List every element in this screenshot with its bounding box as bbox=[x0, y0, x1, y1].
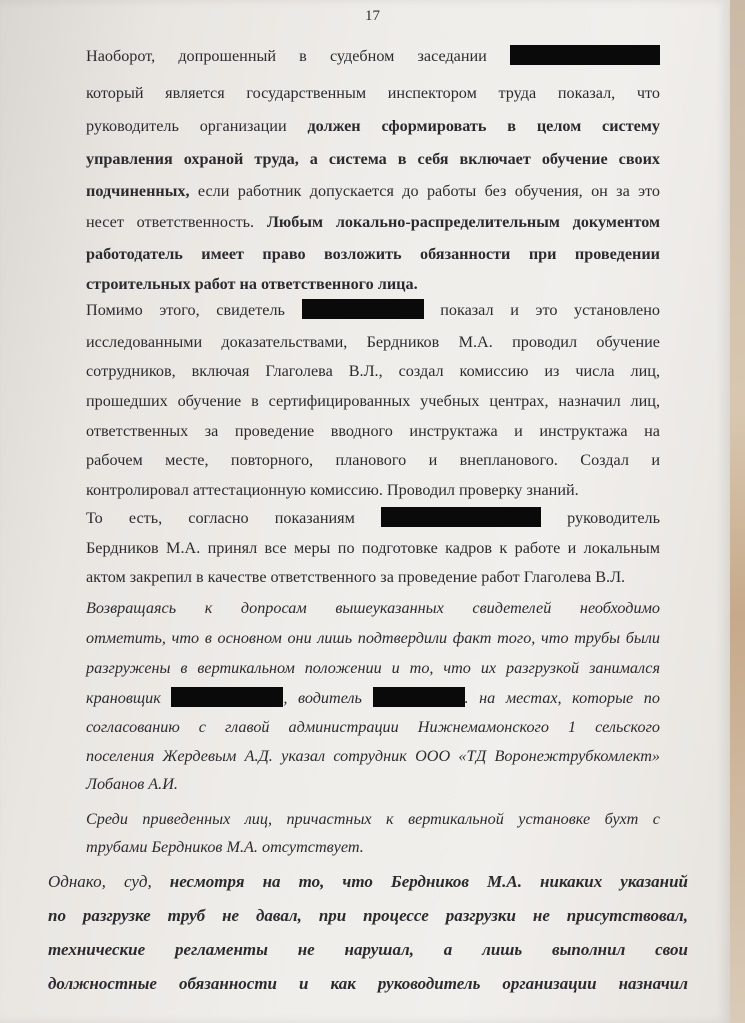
text-span: Бердников М.А. принял все меры по подготовке кадров к работе и локальным bbox=[86, 539, 660, 557]
text-span: контролировал аттестационную комиссию. Проводил проверку знаний. bbox=[86, 481, 579, 499]
italic-text: поселения Жердевым А.Д. указал сотрудник ООО «ТД Воронежтрубкомлект» bbox=[86, 747, 660, 765]
text-span: показал и это установлено bbox=[423, 301, 660, 319]
italic-text: , водитель bbox=[283, 689, 373, 707]
text-span: руководитель организации bbox=[86, 117, 308, 135]
text-span: То есть, согласно показаниям bbox=[86, 509, 381, 527]
italic-text: отметить, что в основном они лишь подтвердили факт того, что трубы были bbox=[86, 629, 660, 647]
text-line bbox=[86, 112, 660, 140]
text-line bbox=[86, 594, 660, 622]
text-span: несет ответственность. bbox=[86, 213, 267, 231]
bold-text: должен сформировать в целом систему bbox=[307, 117, 660, 135]
text-line bbox=[86, 42, 660, 70]
bold-italic-text: по разгрузке труб не давал, при процессе разгрузки не присутствовал, bbox=[48, 906, 688, 925]
background-edge bbox=[730, 0, 745, 1023]
page-number: 17 bbox=[365, 8, 380, 24]
bold-text: подчиненных, bbox=[86, 182, 190, 200]
text-line bbox=[86, 387, 660, 415]
bold-text: строительных работ на ответственного лица. bbox=[86, 275, 418, 293]
text-line bbox=[86, 328, 660, 356]
text-line bbox=[86, 770, 660, 798]
text-line bbox=[86, 504, 660, 532]
text-line bbox=[86, 624, 660, 652]
text-line bbox=[86, 270, 660, 298]
text-span: прошедших обучение в сертифицированных учебных центрах, назначил лиц, bbox=[86, 392, 660, 410]
text-span: исследованными доказательствами, Бердников М.А. проводил обучение bbox=[86, 333, 660, 351]
text-line bbox=[86, 240, 660, 268]
italic-text: Среди приведенных лиц, причастных к вертикальной установке бухт с bbox=[86, 810, 660, 828]
redaction-box bbox=[373, 687, 465, 707]
text-line bbox=[48, 902, 688, 930]
italic-text: разгружены в вертикальном положении и то, что их разгрузкой занимался bbox=[86, 659, 660, 677]
bold-italic-text: несмотря на то, что Бердников М.А. никаких указаний bbox=[169, 872, 688, 891]
text-line bbox=[86, 446, 660, 474]
italic-text: Возвращаясь к допросам вышеуказанных свидетелей необходимо bbox=[86, 599, 660, 617]
text-line bbox=[86, 805, 660, 833]
italic-text: трубами Бердников М.А. отсутствует. bbox=[86, 838, 364, 856]
text-line bbox=[48, 936, 688, 964]
bold-text: Любым локально-распределительным документом bbox=[266, 213, 660, 231]
text-line bbox=[86, 563, 660, 591]
redaction-box bbox=[171, 687, 283, 707]
text-line bbox=[86, 177, 660, 205]
text-line bbox=[86, 79, 660, 107]
bold-italic-text: должностные обязанности и как руководитель организации назначил bbox=[48, 974, 688, 993]
text-line bbox=[86, 417, 660, 445]
text-line bbox=[86, 833, 660, 861]
text-line bbox=[86, 145, 660, 173]
text-line bbox=[86, 742, 660, 770]
text-span: если работник допускается до работы без обучения, он за это bbox=[189, 182, 660, 200]
text-line bbox=[48, 868, 688, 896]
italic-text: согласованию с главой администрации Нижнемамонского 1 сельского bbox=[86, 718, 660, 736]
text-span: руководитель bbox=[540, 509, 660, 527]
text-span: который является государственным инспектором труда показал, что bbox=[86, 84, 660, 102]
text-line bbox=[86, 654, 660, 682]
italic-text: . на местах, которые по bbox=[464, 689, 660, 707]
text-span: Наоборот, допрошенный в судебном заседании bbox=[86, 47, 510, 65]
text-line bbox=[86, 296, 660, 324]
redaction-box bbox=[381, 507, 541, 527]
text-span: рабочем месте, повторного, планового и внепланового. Создал и bbox=[86, 451, 660, 469]
italic-text: крановщик bbox=[86, 689, 172, 707]
text-line bbox=[86, 713, 660, 741]
text-line bbox=[48, 970, 688, 998]
text-span: сотрудников, включая Глаголева В.Л., создал комиссию из числа лиц, bbox=[86, 362, 660, 380]
text-line bbox=[86, 208, 660, 236]
text-line bbox=[86, 534, 660, 562]
text-line bbox=[86, 357, 660, 385]
text-span: актом закрепил в качестве ответственного за проведение работ Глаголева В.Л. bbox=[86, 568, 626, 586]
bold-text: работодатель имеет право возложить обязанности при проведении bbox=[86, 245, 660, 263]
text-span: Помимо этого, свидетель bbox=[86, 301, 302, 319]
text-line bbox=[86, 684, 660, 712]
italic-text: Однако, суд, bbox=[48, 872, 170, 891]
redaction-box bbox=[302, 299, 424, 319]
italic-text: Лобанов А.И. bbox=[86, 775, 178, 793]
text-line bbox=[86, 476, 660, 504]
redaction-box bbox=[510, 45, 660, 65]
bold-italic-text: технические регламенты не нарушал, а лишь выполнил свои bbox=[48, 940, 688, 959]
text-span: ответственных за проведение вводного инструктажа и инструктажа на bbox=[86, 422, 660, 440]
bold-text: управления охраной труда, а система в себя включает обучение своих bbox=[86, 150, 660, 168]
